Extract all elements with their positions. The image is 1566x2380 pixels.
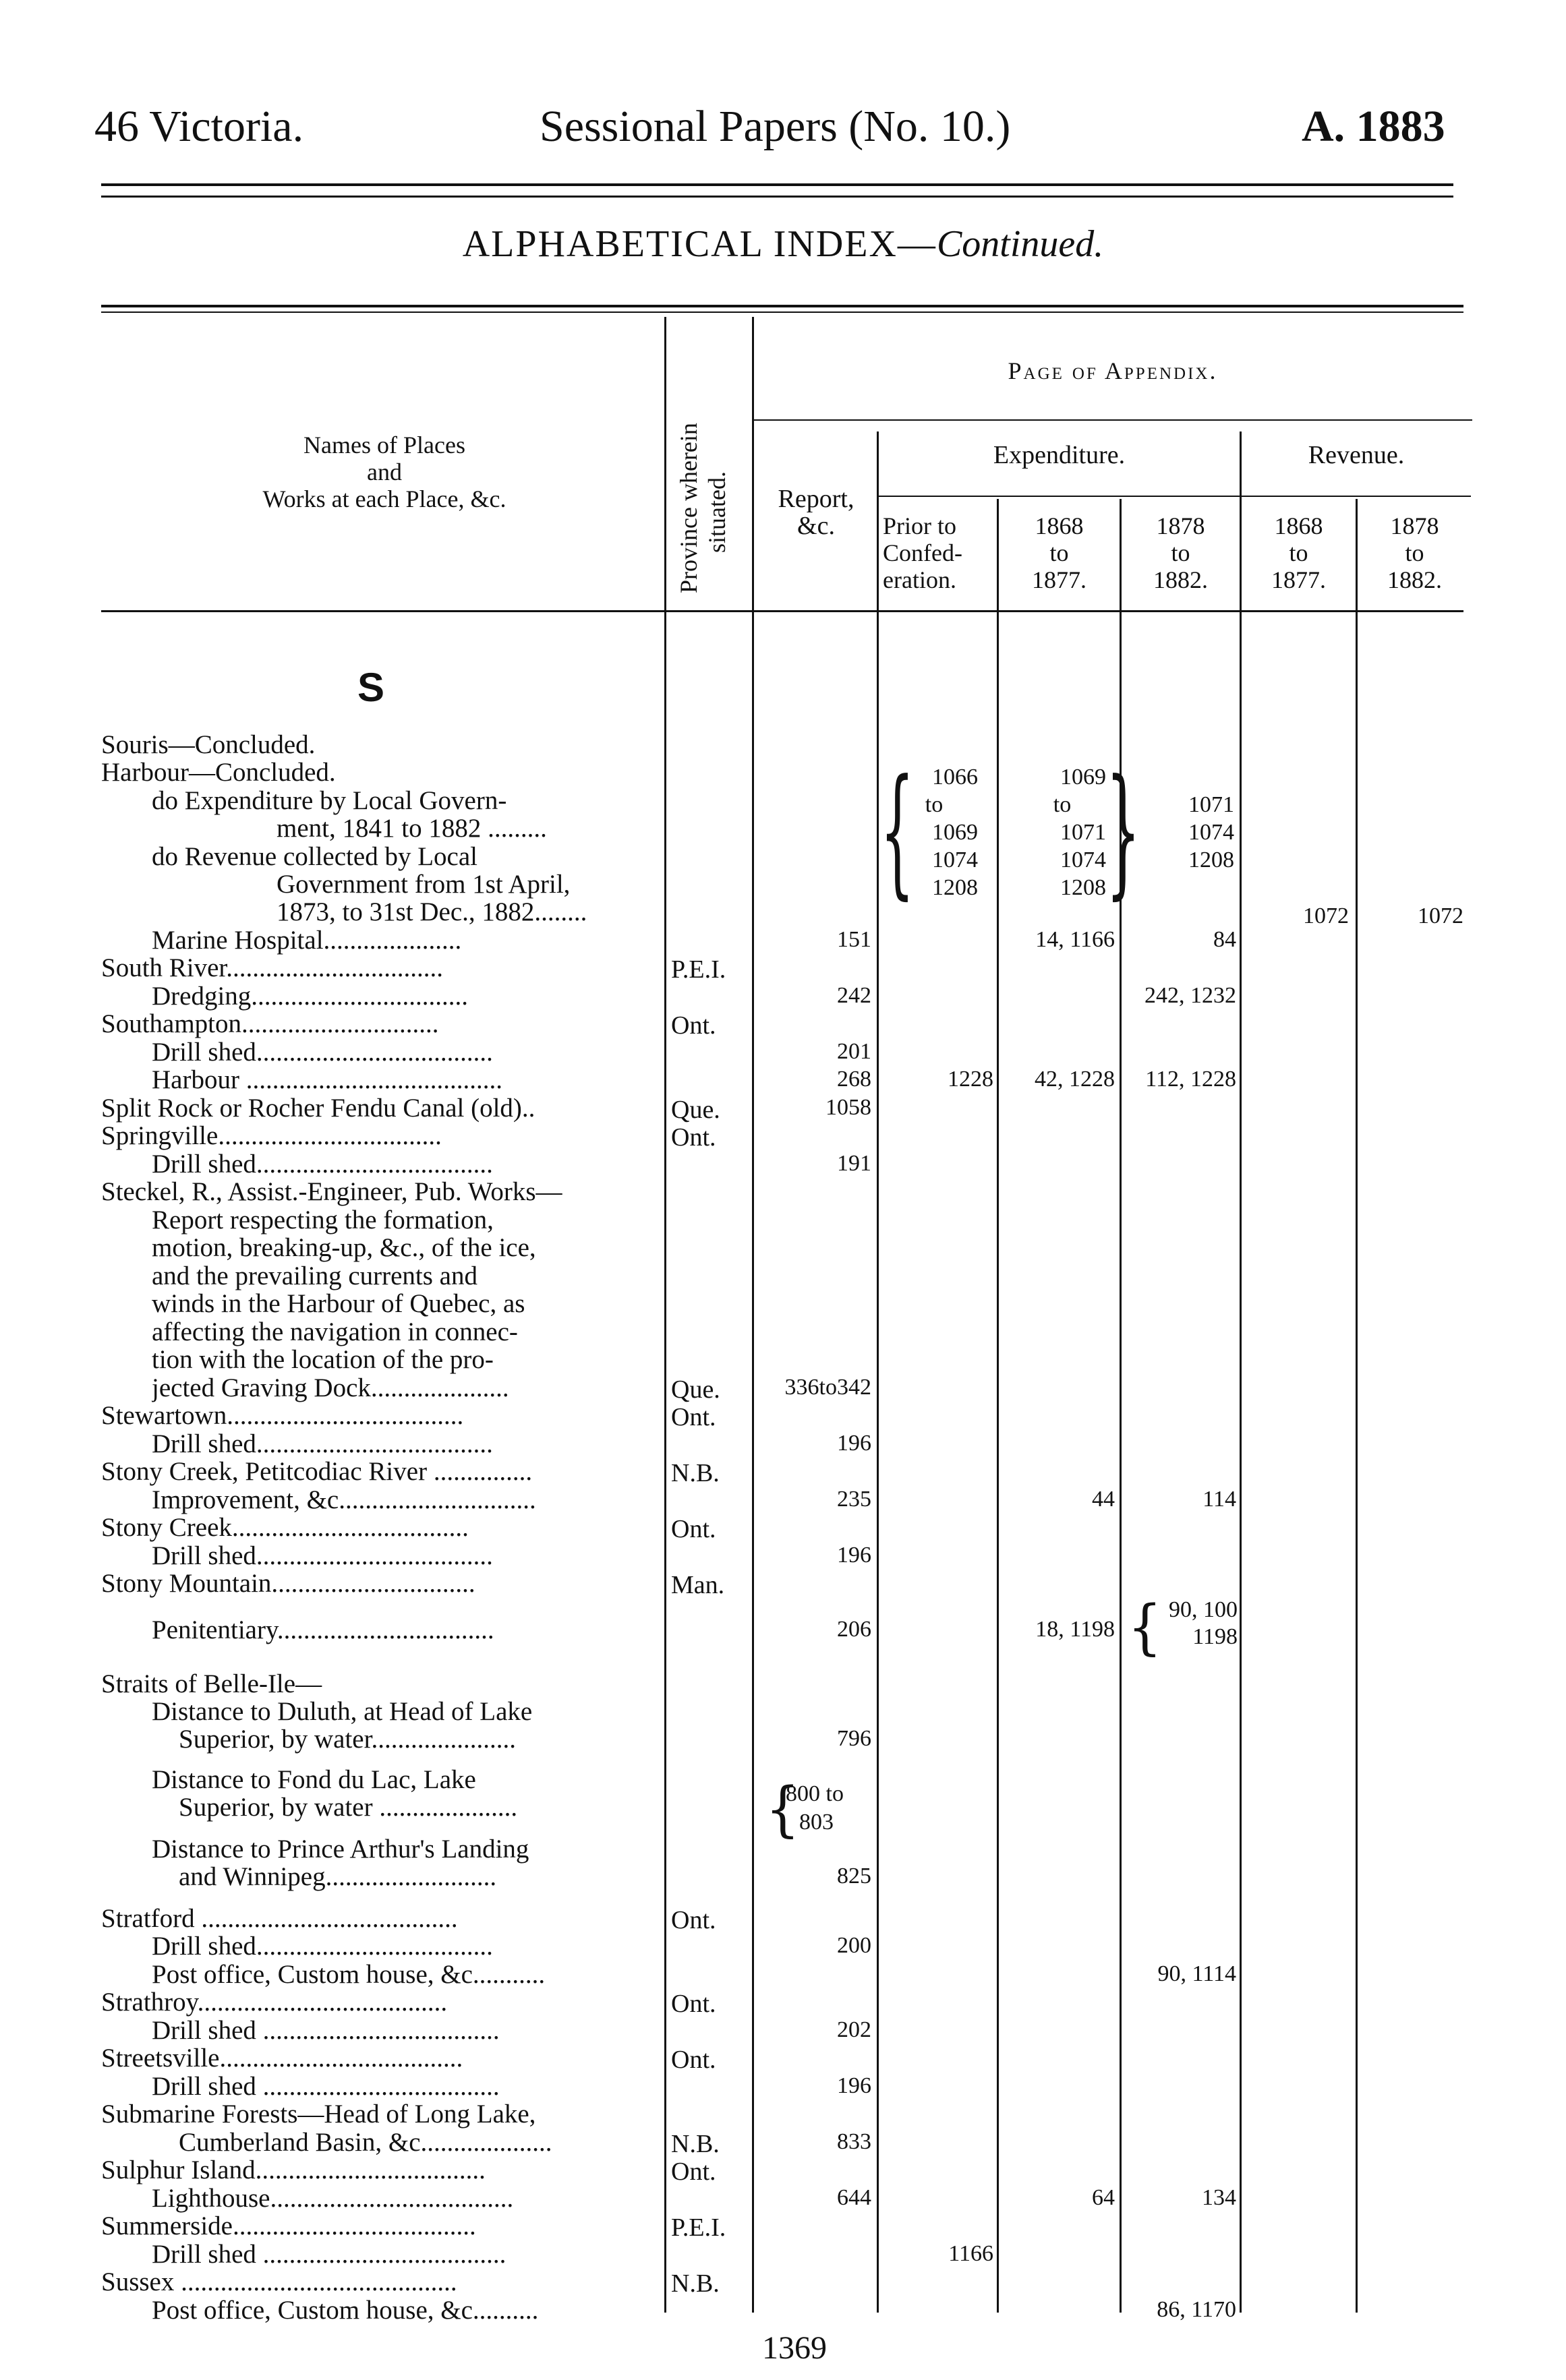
revenue-rule [1242,496,1471,497]
entry-name: Lighthouse..................................... [152,2184,514,2213]
entry-name: and the prevailing currents and [152,1261,477,1290]
province-column-head-line1: Province wherein [675,423,702,593]
entry-name: Stratford ....................................... [101,1904,458,1933]
entry-name: Stony Mountain............................... [101,1569,475,1598]
entry-name: Stony Creek, Petitcodiac River ............... [101,1457,533,1486]
souris-1878-block: 1071 1074 1208 [1188,792,1234,872]
entry-name: Drill shed.................................... [152,1932,493,1961]
penitentiary-brace: { [1128,1593,1162,1662]
entry-name: Stewartown.................................... [101,1401,464,1430]
col-rule-rev1878 [1356,499,1358,2313]
col-rule-1868 [997,499,999,2313]
entry-report-page: 191 [837,1151,871,1176]
entry-name: Dredging................................. [152,982,469,1011]
entry-report-page: 1058 [825,1095,871,1120]
entry-report-page: 336to342 [784,1375,871,1400]
entry-name: Sulphur Island................................... [101,2155,486,2184]
entry-report-page: 206 [837,1617,871,1642]
entry-name: winds in the Harbour of Quebec, as [152,1289,525,1318]
entry-name: affecting the navigation in connec- [152,1317,518,1346]
entry-expenditure-1868-1877: 44 [1092,1487,1115,1512]
entry-name: motion, breaking-up, &c., of the ice, [152,1233,536,1262]
entry-expenditure-1878-1882: 84 [1213,927,1236,952]
souris-rev-1868: 1072 [1303,903,1349,928]
entry-name: Government from 1st April, [277,870,571,899]
entry-expenditure-1868-1877: 18, 1198 [1035,1617,1115,1642]
entry-expenditure-1878-1882: 90, 1114 [1157,1961,1236,1986]
entry-province: N.B. [671,2269,720,2298]
entry-name: Marine Hospital..................... [152,926,462,955]
entry-expenditure-1878-1882: 114 [1202,1487,1236,1512]
entry-expenditure-1868-1877: 64 [1092,2185,1115,2210]
entry-province: Ont. [671,1990,716,2018]
entry-name: Superior, by water ..................... [179,1793,518,1822]
entry-expenditure-1878-1882: 242, 1232 [1144,983,1236,1008]
header-bottom-rule [101,610,1463,612]
col-rule-revenue [1240,432,1242,2313]
entry-name: Distance to Duluth, at Head of Lake [152,1697,533,1726]
entry-name: Harbour—Concluded. [101,758,336,787]
entry-province: Ont. [671,1123,716,1152]
entry-report-page: 202 [837,2017,871,2042]
exp-1868-head: 1868 to 1877. [1032,512,1086,593]
entry-name: Split Rock or Rocher Fendu Canal (old).. [101,1094,535,1123]
entry-name: Post office, Custom house, &c.......... [152,2296,539,2325]
page-number: 1369 [762,2330,827,2366]
year-label: A. 1883 [1302,102,1445,151]
entry-report-page: 796 [837,1726,871,1751]
entry-expenditure-1878-1882: 134 [1202,2185,1236,2210]
entry-name: Post office, Custom house, &c........... [152,1960,546,1989]
entry-report-page: 196 [837,2073,871,2098]
entry-name: Penitentiary................................. [152,1615,494,1644]
exp-prior-head: Prior to Confed- eration. [883,512,962,593]
entry-province: N.B. [671,1459,720,1487]
entry-province: P.E.I. [671,2213,726,2242]
col-rule-report [752,317,754,2313]
entry-name: jected Graving Dock..................... [152,1373,509,1402]
entry-report-page: 196 [837,1431,871,1456]
entry-name: Stony Creek.................................... [101,1513,469,1542]
entry-province: Ont. [671,1515,716,1543]
entry-report-page: 833 [837,2129,871,2154]
entry-report-page: 242 [837,983,871,1008]
exp-1878-head: 1878 to 1882. [1153,512,1208,593]
entry-report-page: 235 [837,1487,871,1512]
entry-name: Drill shed ..................................... [152,2240,506,2269]
entry-expenditure-1868-1877: 14, 1166 [1035,927,1115,952]
souris-prior-block: 1066 to 1069 1074 1208 [925,765,978,900]
rev-1878-head: 1878 to 1882. [1387,512,1442,593]
entry-name: Drill shed.................................... [152,1429,493,1458]
entry-name: Report respecting the formation, [152,1206,494,1234]
province-column-head-line2: situated. [703,471,730,553]
expenditure-head: Expenditure. [993,441,1126,469]
entry-name: Superior, by water...................... [179,1725,516,1754]
expenditure-rule [879,496,1240,497]
rev-1868-head: 1868 to 1877. [1271,512,1326,593]
names-column-head: Names of Places and Works at each Place, &c. [262,432,506,512]
entry-name: 1873, to 31st Dec., 1882........ [277,897,587,926]
entry-province: Ont. [671,1011,716,1040]
report-column-head: Report, &c. [778,485,854,540]
entry-name: Submarine Forests—Head of Long Lake, [101,2100,536,2129]
souris-1868-brace: } [1106,749,1140,913]
entry-expenditure-prior: 1228 [948,1067,993,1092]
entry-name: ment, 1841 to 1882 ......... [277,814,547,843]
entry-name: do Expenditure by Local Govern- [152,786,507,815]
appendix-rule [754,419,1472,421]
entry-expenditure-1878-1882: 112, 1228 [1145,1067,1236,1092]
entry-name: Distance to Prince Arthur's Landing [152,1835,529,1864]
session-label: 46 Victoria. [94,102,304,151]
entry-report-page: 644 [837,2185,871,2210]
table-top-rule-2 [101,311,1463,313]
entry-province: Que. [671,1096,720,1124]
souris-rev-1878: 1072 [1418,903,1463,928]
entry-province: N.B. [671,2130,720,2158]
entry-name: Improvement, &c.............................. [152,1485,536,1514]
entry-name: Southampton.............................. [101,1009,439,1038]
entry-name: Distance to Fond du Lac, Lake [152,1765,476,1794]
entry-report-page: 268 [837,1067,871,1092]
entry-name: do Revenue collected by Local [152,842,477,871]
entry-report-page: 201 [837,1039,871,1064]
entry-expenditure-1868-1877: 42, 1228 [1035,1067,1115,1092]
entry-expenditure-prior: 1166 [948,2241,993,2266]
entry-name: Drill shed.................................... [152,1150,493,1179]
paper-label: Sessional Papers (No. 10.) [540,102,1011,151]
entry-name: tion with the location of the pro- [152,1345,494,1374]
revenue-head: Revenue. [1308,441,1405,469]
entry-name: Drill shed .................................... [152,2072,500,2101]
entry-name: Souris—Concluded. [101,730,316,759]
section-letter: S [357,665,385,710]
page-of-appendix-head: Page of Appendix. [1008,357,1218,384]
entry-name: Cumberland Basin, &c.................... [179,2128,552,2157]
entry-province: Ont. [671,1403,716,1431]
entry-name: Summerside..................................... [101,2211,476,2240]
entry-expenditure-1878-1882: 86, 1170 [1157,2297,1236,2322]
entry-name: Streetsville..................................... [101,2044,463,2073]
entry-province: Ont. [671,1906,716,1934]
entry-report-page: 825 [837,1864,871,1888]
fond-du-lac-report: 800 to 803 [786,1781,844,1835]
souris-prior-brace: { [880,749,915,913]
entry-name: Springville.................................. [101,1121,442,1150]
entry-name: Drill shed.................................... [152,1541,493,1570]
entry-name: Steckel, R., Assist.-Engineer, Pub. Works— [101,1177,562,1206]
entry-province: Ont. [671,2046,716,2074]
col-rule-prior [877,432,879,2313]
entry-report-page: 196 [837,1543,871,1568]
souris-1868-block: 1069 to 1071 1074 1208 [1053,765,1106,900]
fond-du-lac-brace: { [765,1775,800,1844]
entry-name: South River................................. [101,953,444,982]
entry-name: Drill shed .................................... [152,2016,500,2045]
entry-province: Que. [671,1375,720,1404]
entry-report-page: 151 [837,927,871,952]
table-top-rule [101,305,1463,307]
entry-province: Man. [671,1571,725,1599]
col-rule-province [664,317,666,2313]
entry-report-page: 200 [837,1933,871,1958]
entry-name: and Winnipeg.......................... [179,1862,497,1891]
penitentiary-rev-block: 90, 100 1198 [1169,1597,1238,1649]
page-title: ALPHABETICAL INDEX—Continued. [462,223,1104,265]
entry-province: P.E.I. [671,955,726,984]
header-rule-2 [101,196,1453,198]
entry-province: Ont. [671,2158,716,2186]
header-rule-1 [101,183,1453,186]
entry-name: Sussex .......................................... [101,2267,457,2296]
entry-name: Strathroy...................................... [101,1988,448,2017]
entry-name: Drill shed.................................... [152,1038,493,1067]
entry-name: Straits of Belle-Ile— [101,1669,322,1698]
entry-name: Harbour ....................................... [152,1065,502,1094]
